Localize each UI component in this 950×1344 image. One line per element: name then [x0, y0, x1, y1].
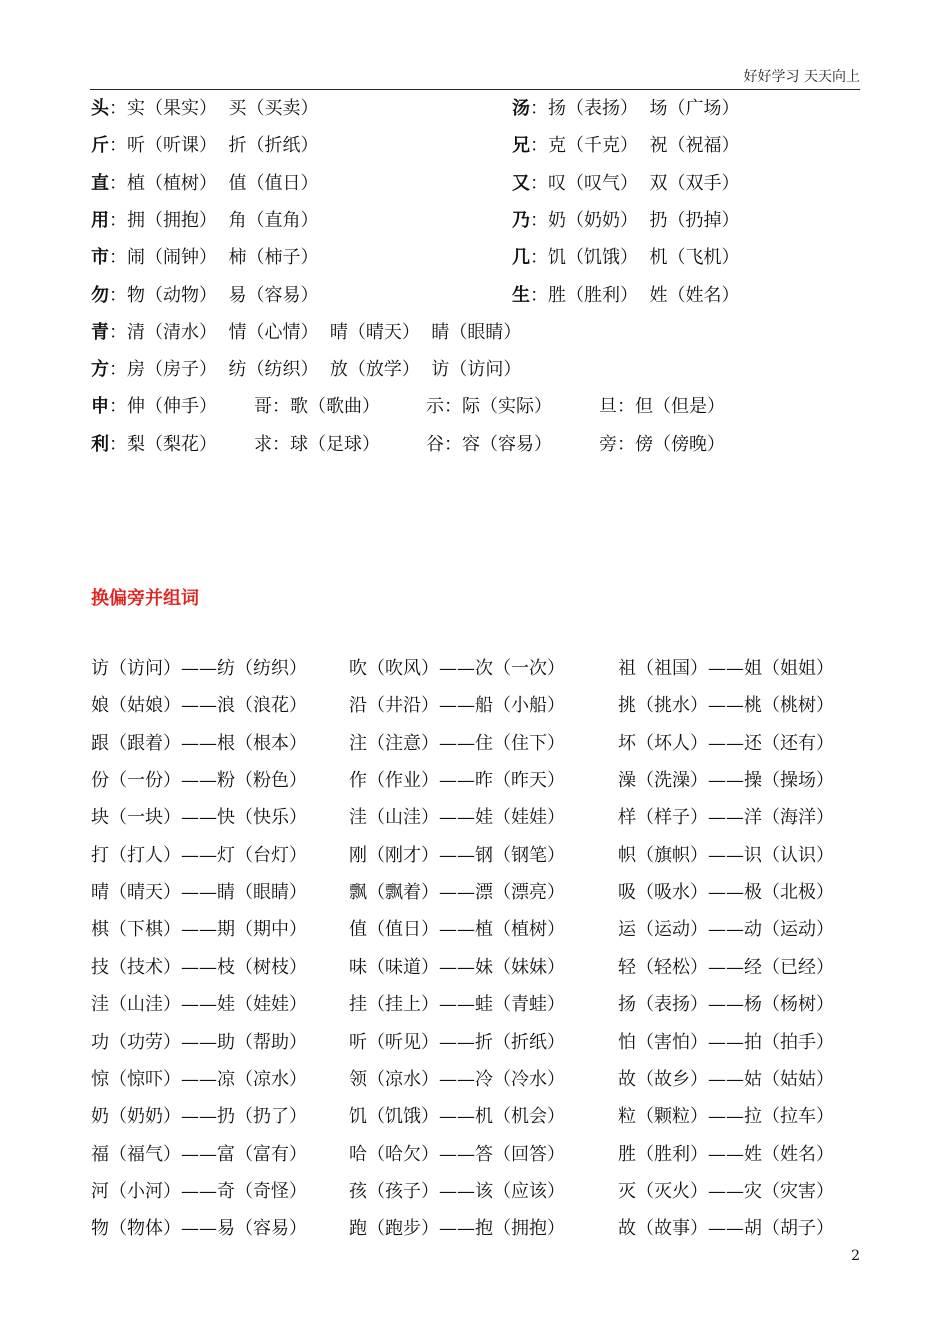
swap-pair: 灭（灭火）——灾（灾害）	[618, 1180, 834, 1202]
swap-pair: 娘（姑娘）——浪（浪花）	[91, 695, 307, 717]
radical-line	[91, 395, 851, 419]
swap-pair: 晴（晴天）——睛（眼睛）	[91, 882, 307, 904]
radical-key: 乃	[512, 209, 530, 231]
radical-entry	[91, 321, 521, 345]
radical-separator: ：	[109, 98, 127, 119]
swap-pair: 饥（饥饿）——机（机会）	[349, 1106, 565, 1128]
radical-key: 兄	[512, 135, 530, 157]
swap-row	[91, 1105, 851, 1129]
swap-pair: 值（值日）——植（植树）	[349, 919, 565, 941]
radical-separator: ：	[530, 247, 548, 269]
radical-entry-extra: 旁：傍（傍晚）	[599, 433, 725, 455]
radical-line	[91, 97, 851, 121]
swap-pair: 刚（刚才）——钢（钢笔）	[349, 844, 565, 866]
swap-pair: 技（技术）——枝（树枝）	[91, 956, 307, 978]
swap-pair: 挑（挑水）——桃（桃树）	[618, 695, 834, 717]
radical-words: 梨（梨花）	[127, 433, 217, 455]
radical-entry-extra: 求：球（足球）	[254, 433, 380, 455]
radical-words: 拥（拥抱） 角（直角）	[127, 209, 319, 231]
section-heading: 换偏旁并组词	[91, 588, 199, 609]
radical-entry-left	[91, 246, 318, 270]
swap-row	[91, 732, 851, 756]
radical-key: 汤	[512, 98, 530, 119]
swap-row	[91, 1180, 851, 1204]
page-number: 2	[851, 1248, 860, 1264]
swap-pair: 注（注意）——住（住下）	[349, 732, 565, 754]
radical-words: 闹（闹钟） 柿（柿子）	[127, 247, 319, 269]
radical-entry-first	[91, 433, 217, 457]
radical-separator: ：	[530, 209, 548, 231]
radical-key: 青	[91, 321, 109, 343]
radical-line	[91, 284, 851, 308]
swap-pair: 哈（哈欠）——答（回答）	[349, 1143, 565, 1165]
radical-entry-left	[91, 209, 318, 233]
radical-separator: ：	[109, 359, 127, 381]
radical-separator: ：	[530, 172, 548, 194]
radical-key: 又	[512, 172, 530, 194]
swap-pair: 帜（旗帜）——识（认识）	[618, 844, 834, 866]
swap-pair: 打（打人）——灯（台灯）	[91, 844, 307, 866]
swap-row	[91, 1143, 851, 1167]
radical-separator: ：	[109, 209, 127, 231]
swap-pair: 吹（吹风）——次（一次）	[349, 658, 565, 679]
radical-separator: ：	[109, 247, 127, 269]
radical-entry	[91, 358, 521, 382]
swap-row	[91, 657, 851, 681]
radical-words: 伸（伸手）	[127, 396, 217, 418]
swap-pair: 洼（山洼）——娃（娃娃）	[349, 807, 565, 829]
swap-pair: 跟（跟着）——根（根本）	[91, 732, 307, 754]
radical-words: 饥（饥饿） 机（飞机）	[548, 247, 740, 269]
swap-pair: 功（功劳）——助（帮助）	[91, 1031, 307, 1053]
radical-entry-right	[512, 209, 739, 233]
radical-key: 头	[91, 98, 109, 119]
swap-pair: 怕（害怕）——拍（拍手）	[618, 1031, 834, 1053]
radical-separator: ：	[109, 396, 127, 418]
radical-line	[91, 134, 851, 158]
radical-separator: ：	[109, 172, 127, 194]
radical-key: 斤	[91, 135, 109, 157]
swap-row	[91, 918, 851, 942]
swap-pair: 领（凉水）——冷（冷水）	[349, 1068, 565, 1090]
radical-words: 克（千克） 祝（祝福）	[548, 135, 740, 157]
swap-pair: 沿（井沿）——船（小船）	[349, 695, 565, 717]
swap-pair: 访（访问）——纺（纺织）	[91, 658, 307, 679]
swap-pair: 棋（下棋）——期（期中）	[91, 919, 307, 941]
radical-words: 物（动物） 易（容易）	[127, 284, 319, 306]
radical-key: 直	[91, 172, 109, 194]
radical-key: 方	[91, 359, 109, 381]
radical-entry-right	[512, 97, 739, 121]
swap-pair: 挂（挂上）——蛙（青蛙）	[349, 994, 565, 1016]
swap-row	[91, 769, 851, 793]
radical-line	[91, 172, 851, 196]
swap-pair: 物（物体）——易（容易）	[91, 1218, 307, 1240]
swap-pair: 胜（胜利）——姓（姓名）	[618, 1143, 834, 1165]
swap-row	[91, 1031, 851, 1055]
swap-pair: 孩（孩子）——该（应该）	[349, 1180, 565, 1202]
radical-words: 清（清水） 情（心情） 晴（晴天） 睛（眼睛）	[127, 321, 522, 343]
radical-entry-left	[91, 284, 318, 308]
swap-row	[91, 1217, 851, 1241]
swap-pair: 福（福气）——富（富有）	[91, 1143, 307, 1165]
swap-pair: 轻（轻松）——经（已经）	[618, 956, 834, 978]
radical-words: 房（房子） 纺（纺织） 放（放学） 访（访问）	[127, 359, 522, 381]
radical-key: 用	[91, 209, 109, 231]
swap-row	[91, 1068, 851, 1092]
radical-entry-left	[91, 97, 318, 121]
swap-pair: 味（味道）——妹（妹妹）	[349, 956, 565, 978]
radical-key: 市	[91, 247, 109, 269]
swap-pair: 奶（奶奶）——扔（扔了）	[91, 1106, 307, 1128]
radical-entry-right	[512, 134, 739, 158]
header-divider	[90, 89, 860, 90]
swap-pair: 粒（颗粒）——拉（拉车）	[618, 1106, 834, 1128]
radical-entry-extra: 示：际（实际）	[426, 396, 552, 418]
swap-pair: 祖（祖国）——姐（姐姐）	[618, 658, 834, 679]
radical-line	[91, 321, 851, 345]
radical-line	[91, 246, 851, 270]
radical-words: 扬（表扬） 场（广场）	[548, 98, 740, 119]
radical-separator: ：	[530, 135, 548, 157]
header-motto: 好好学习 天天向上	[743, 69, 860, 85]
radical-key: 利	[91, 433, 109, 455]
swap-pair: 跑（跑步）——抱（拥抱）	[349, 1218, 565, 1240]
swap-pair: 飘（飘着）——漂（漂亮）	[349, 882, 565, 904]
swap-pair: 扬（表扬）——杨（杨树）	[618, 994, 834, 1016]
radical-words: 胜（胜利） 姓（姓名）	[548, 284, 740, 306]
radical-entry-left	[91, 172, 318, 196]
swap-row	[91, 956, 851, 980]
swap-pair: 样（样子）——洋（海洋）	[618, 807, 834, 829]
swap-row	[91, 694, 851, 718]
swap-row	[91, 993, 851, 1017]
radical-words: 实（果实） 买（买卖）	[127, 98, 319, 119]
swap-pair: 吸（吸水）——极（北极）	[618, 882, 834, 904]
radical-key: 申	[91, 396, 109, 418]
swap-pair: 运（运动）——动（运动）	[618, 919, 834, 941]
radical-entry-right	[512, 284, 739, 308]
swap-pair: 作（作业）——昨（昨天）	[349, 770, 565, 792]
radical-separator: ：	[109, 135, 127, 157]
radical-entry-extra: 谷：容（容易）	[426, 433, 552, 455]
swap-pair: 故（故事）——胡（胡子）	[618, 1218, 834, 1240]
swap-pair: 洼（山洼）——娃（娃娃）	[91, 994, 307, 1016]
swap-pair: 块（一块）——快（快乐）	[91, 807, 307, 829]
swap-pair: 澡（洗澡）——操（操场）	[618, 770, 834, 792]
swap-pair: 河（小河）——奇（奇怪）	[91, 1180, 307, 1202]
radical-line	[91, 433, 851, 457]
radical-line	[91, 358, 851, 382]
radical-entry-extra: 哥：歌（歌曲）	[254, 396, 380, 418]
radical-key: 勿	[91, 284, 109, 306]
swap-row	[91, 844, 851, 868]
swap-row	[91, 881, 851, 905]
swap-pair: 听（听见）——折（折纸）	[349, 1031, 565, 1053]
radical-entry-right	[512, 246, 739, 270]
radical-words: 听（听课） 折（折纸）	[127, 135, 319, 157]
radical-words: 奶（奶奶） 扔（扔掉）	[548, 209, 740, 231]
radical-separator: ：	[109, 284, 127, 306]
radical-words: 叹（叹气） 双（双手）	[548, 172, 740, 194]
swap-pair: 份（一份）——粉（粉色）	[91, 770, 307, 792]
radical-separator: ：	[530, 98, 548, 119]
radical-entry-left	[91, 134, 318, 158]
radical-key: 几	[512, 247, 530, 269]
radical-separator: ：	[109, 433, 127, 455]
radical-separator: ：	[109, 321, 127, 343]
swap-row	[91, 806, 851, 830]
radical-entry-right	[512, 172, 739, 196]
swap-pair: 坏（坏人）——还（还有）	[618, 732, 834, 754]
radical-words: 植（植树） 值（值日）	[127, 172, 319, 194]
radical-entry-first	[91, 395, 217, 419]
radical-line	[91, 209, 851, 233]
radical-separator: ：	[530, 284, 548, 306]
radical-entry-extra: 旦：但（但是）	[599, 396, 725, 418]
swap-pair: 惊（惊吓）——凉（凉水）	[91, 1068, 307, 1090]
radical-key: 生	[512, 284, 530, 306]
swap-pair: 故（故乡）——姑（姑姑）	[618, 1068, 834, 1090]
